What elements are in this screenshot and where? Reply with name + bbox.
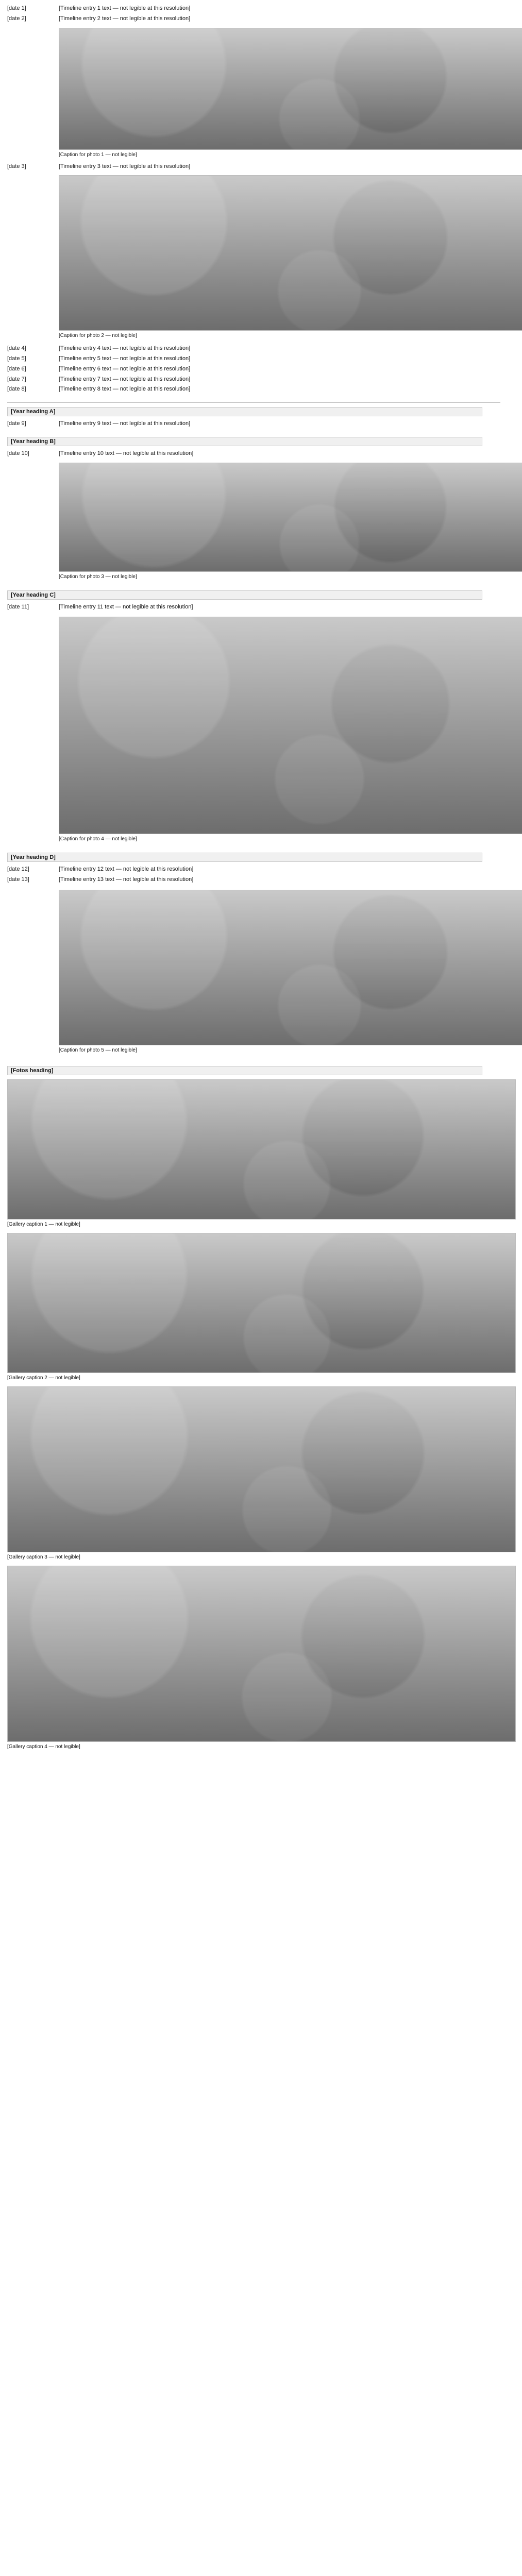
spacer	[7, 884, 500, 890]
timeline-date: [date 1]	[7, 5, 26, 11]
section-year-d: [Year heading D]	[7, 853, 482, 862]
timeline-text: [Timeline entry 11 text — not legible at this resolution]	[59, 603, 193, 610]
timeline-row-8	[7, 386, 500, 393]
gallery-caption-4: [Gallery caption 4 — not legible]	[7, 1743, 80, 1750]
photo-1	[59, 28, 522, 150]
bottom-spacer	[7, 1750, 500, 1755]
spacer	[7, 1054, 500, 1062]
bottom-row-4	[7, 866, 500, 873]
timeline-row-4	[7, 345, 500, 352]
timeline-text: [Timeline entry 7 text — not legible at this resolution]	[59, 376, 191, 382]
timeline-date: [date 6]	[7, 365, 26, 372]
timeline-date: [date 13]	[7, 876, 29, 883]
timeline-text: [Timeline entry 1 text — not legible at this resolution]	[59, 5, 191, 11]
timeline-date: [date 10]	[7, 450, 29, 456]
spacer	[7, 393, 500, 398]
timeline-text: [Timeline entry 12 text — not legible at this resolution]	[59, 866, 194, 873]
photo-caption-2: [Caption for photo 2 — not legible]	[59, 333, 137, 339]
spacer	[7, 170, 500, 175]
spacer	[7, 158, 500, 163]
bottom-row-3	[7, 604, 500, 611]
spacer	[7, 23, 500, 28]
spacer	[7, 1561, 500, 1566]
timeline-date: [date 7]	[7, 376, 26, 382]
photo-4	[59, 617, 522, 834]
spacer	[7, 428, 500, 433]
timeline-date: [date 3]	[7, 163, 26, 170]
photo-3	[59, 463, 522, 572]
photo-caption-3: [Caption for photo 3 — not legible]	[59, 573, 137, 580]
timeline-text: [Timeline entry 10 text — not legible at this resolution]	[59, 450, 194, 456]
bottom-row-5	[7, 876, 500, 884]
timeline-text: [Timeline entry 3 text — not legible at this resolution]	[59, 163, 191, 170]
timeline-text: [Timeline entry 9 text — not legible at this resolution]	[59, 420, 191, 427]
timeline-text: [Timeline entry 5 text — not legible at this resolution]	[59, 355, 191, 362]
timeline-date: [date 12]	[7, 866, 29, 873]
timeline-row-1	[7, 5, 500, 12]
photo-5	[59, 890, 522, 1045]
bottom-row-1	[7, 420, 500, 428]
timeline-date: [date 11]	[7, 603, 29, 610]
timeline-date: [date 2]	[7, 15, 26, 22]
spacer	[7, 339, 500, 345]
timeline-text: [Timeline entry 4 text — not legible at this resolution]	[59, 345, 191, 352]
spacer	[7, 611, 500, 617]
timeline-row-6	[7, 366, 500, 373]
spacer	[7, 1381, 500, 1386]
section-year-c: [Year heading C]	[7, 590, 482, 600]
gallery-caption-1: [Gallery caption 1 — not legible]	[7, 1221, 80, 1227]
gallery-caption-2: [Gallery caption 2 — not legible]	[7, 1375, 80, 1381]
spacer	[7, 580, 500, 586]
timeline-text: [Timeline entry 2 text — not legible at this resolution]	[59, 15, 191, 22]
gallery-photo-4	[7, 1566, 516, 1742]
timeline-date: [date 9]	[7, 420, 26, 427]
divider	[7, 402, 500, 403]
photo-caption-5: [Caption for photo 5 — not legible]	[59, 1047, 137, 1053]
gallery-photo-2	[7, 1233, 516, 1373]
gallery-photo-3	[7, 1386, 516, 1552]
section-fotos: [Fotos heading]	[7, 1066, 482, 1075]
timeline-text: [Timeline entry 13 text — not legible at this resolution]	[59, 876, 194, 883]
timeline-row-2	[7, 15, 500, 23]
timeline-row-5	[7, 355, 500, 363]
spacer	[7, 842, 500, 849]
timeline-row-7	[7, 376, 500, 383]
section-year-a: [Year heading A]	[7, 407, 482, 416]
gallery-caption-3: [Gallery caption 3 — not legible]	[7, 1554, 80, 1560]
timeline-date: [date 4]	[7, 345, 26, 352]
timeline-text: [Timeline entry 8 text — not legible at this resolution]	[59, 386, 191, 393]
timeline-text: [Timeline entry 6 text — not legible at this resolution]	[59, 365, 191, 372]
photo-caption-1: [Caption for photo 1 — not legible]	[59, 151, 137, 158]
section-year-b: [Year heading B]	[7, 437, 482, 446]
timeline-date: [date 5]	[7, 355, 26, 362]
photo-2	[59, 175, 522, 331]
timeline-date: [date 8]	[7, 386, 26, 393]
timeline-row-3	[7, 163, 500, 171]
bottom-row-2	[7, 450, 500, 457]
gallery-photo-1	[7, 1079, 516, 1219]
photo-caption-4: [Caption for photo 4 — not legible]	[59, 836, 137, 842]
spacer	[7, 1228, 500, 1233]
top-spacer	[7, 0, 500, 5]
spacer	[7, 457, 500, 463]
